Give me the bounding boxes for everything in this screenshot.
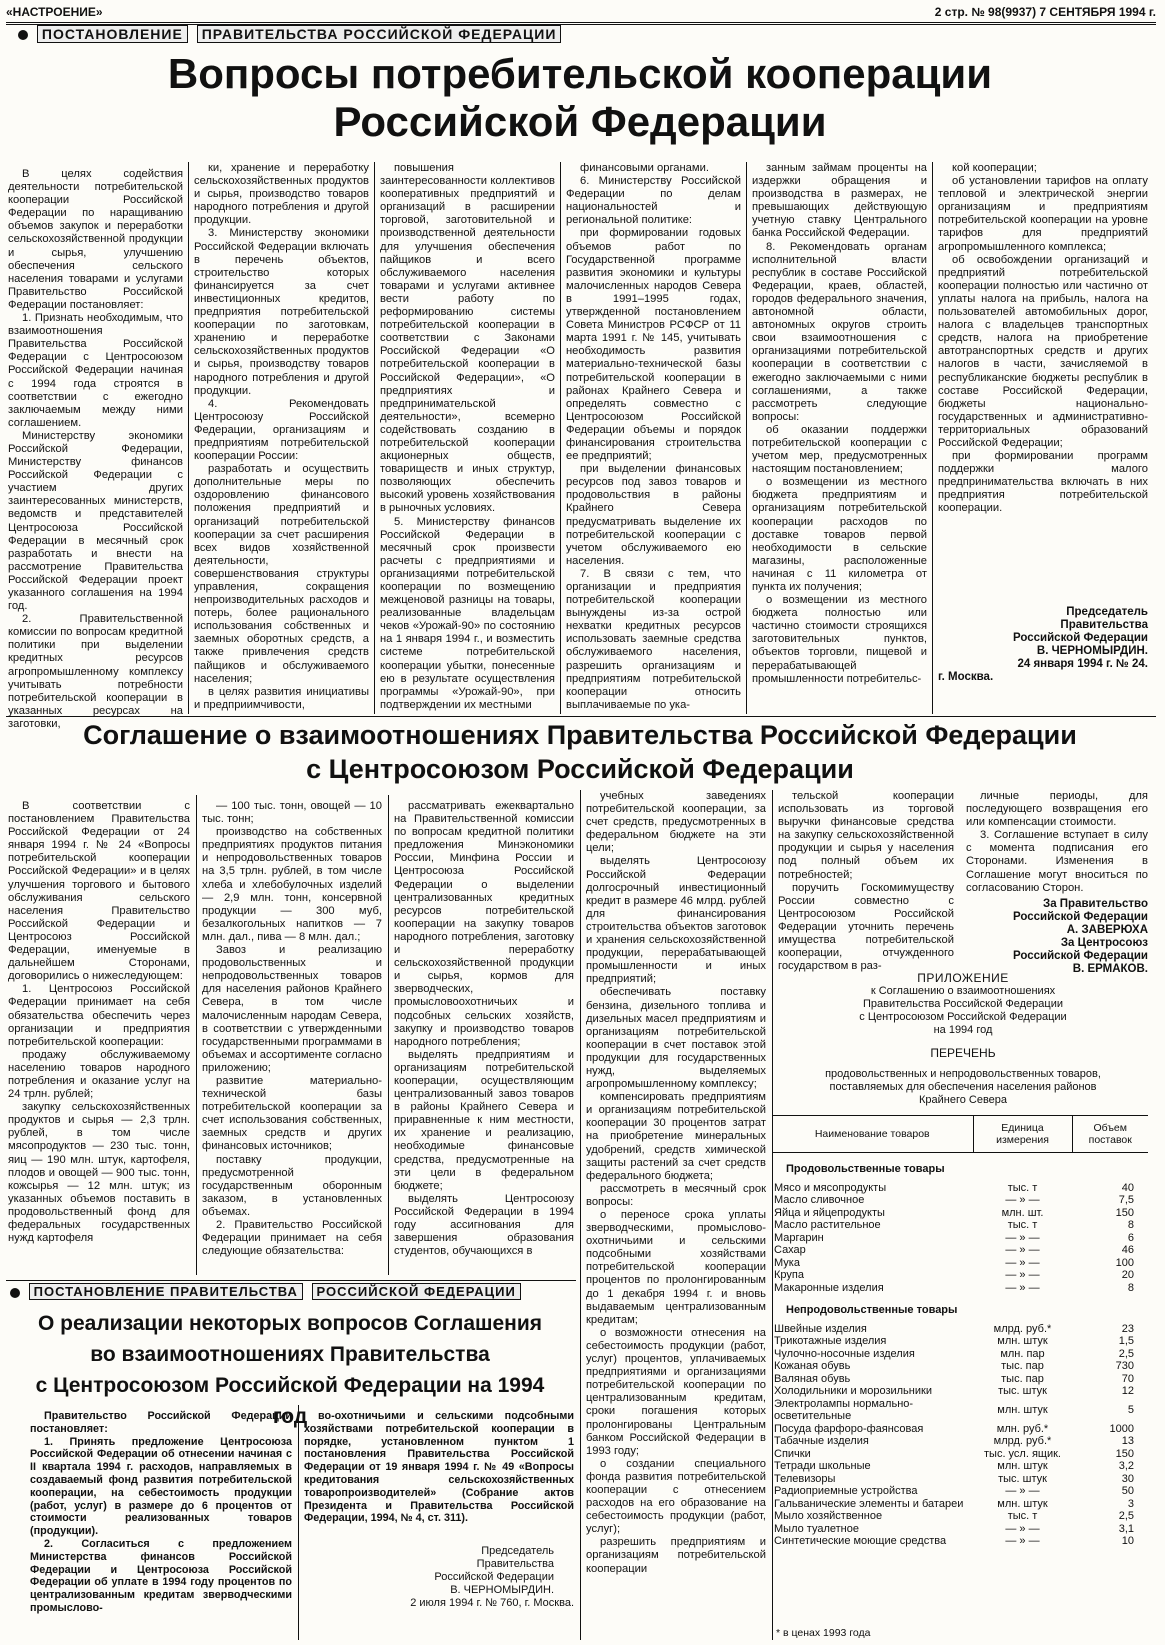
cell-value: 30 — [1121, 1472, 1134, 1485]
section3-signature — [304, 1545, 574, 1610]
table-row — [772, 1510, 1148, 1523]
s2-column-4 — [586, 790, 766, 1640]
cell-value: 50 — [1121, 1485, 1134, 1497]
cell-value: 1,5 — [1118, 1335, 1134, 1347]
cell-name: Масло растительное — [774, 1219, 881, 1231]
table-row — [772, 1398, 1148, 1423]
cell-name: Телевизоры — [774, 1472, 836, 1485]
cell-name: Сахар — [774, 1244, 806, 1256]
table-row — [772, 1257, 1148, 1270]
signature-date: 24 января 1994 г. № 24. — [1017, 658, 1148, 670]
s2-column-2 — [202, 800, 382, 1275]
bullet-icon — [18, 30, 28, 40]
table-group-row — [772, 1153, 1148, 1182]
paragraph: поставку продукции, предусмотренной государственным оборонным заказом, в установленных объемах. — [202, 1153, 382, 1218]
cell-name: Гальванические элементы и батареи — [774, 1497, 964, 1510]
cell-unit: тыс. т — [1007, 1510, 1038, 1522]
cell-value: 7,5 — [1118, 1194, 1134, 1206]
cell-name: Швейные изделия — [774, 1322, 867, 1335]
paragraph: повышения заинтересованности коллективов кооперативных предприятий и организаций в расширении торговой, заготовительной и производственной деятельности для улучшения обеспечения пайщиков и всего обслуживаемого населения товарами и услугами активнее вести работу по реформированию системы потребительской кооперации в соответствии с Законами Российской Федерации «О потребительской кооперации в Российской Федерации», «О предприятиях и предпринимательской деятельности», всемерно содействовать созданию в потребительской кооперации акционерных обществ, товариществ и иных структур, позволяющих обеспечить высокий уровень хозяйствования в рыночных условиях. — [380, 162, 555, 515]
signature-name: В. ЧЕРНОМЫРДИН. — [450, 1584, 554, 1596]
cell-unit: тыс. штук — [998, 1472, 1047, 1485]
cell-unit: тыс. штук — [998, 1385, 1047, 1397]
signature-role: Правительства — [1060, 619, 1148, 631]
cell-value: 13 — [1121, 1435, 1134, 1447]
signature-line: Российской Федерации — [1012, 950, 1148, 962]
cell-name: Синтетические моющие средства — [774, 1535, 947, 1547]
masthead-title: «НАСТРОЕНИЕ» — [6, 5, 103, 19]
column-divider — [196, 795, 197, 1275]
paragraph: 1. Центросоюз Российской Федерации принимает на себя обязательства обеспечить через организации и предприятия потребительской кооперации: — [8, 983, 190, 1048]
decree-label: ПОСТАНОВЛЕНИЕ ПРАВИТЕЛЬСТВА — [29, 1283, 303, 1300]
signature-role: Председатель — [481, 1545, 554, 1557]
paragraph: о возмещении из местного бюджета предприятиям и организациям потребительской кооперации расходов по доставке товаров первой необходимости в сельские магазины, расположенные начиная с 11 километра от пункта их получения; — [752, 476, 927, 593]
table-row — [772, 1348, 1148, 1361]
paragraph: 3. Министерству экономики Российской Федерации включать в перечень объектов, строительство которых финансируется за счет инвестиционных кредитов, предприятия потребительской кооперации по заготовкам, хранению и переработке сельскохозяйственных продуктов и сырья, производству товаров народного потребления и другой продукции. — [194, 227, 369, 397]
signature-name: В. ЕРМАКОВ. — [1072, 963, 1148, 975]
government-label: ПРАВИТЕЛЬСТВА РОССИЙСКОЙ ФЕДЕРАЦИИ — [197, 25, 562, 43]
cell-unit: — » — — [1005, 1522, 1040, 1535]
signature-line: За Центросоюз — [1060, 937, 1148, 949]
section1-title — [60, 50, 1100, 147]
appendix-heading: ПРИЛОЖЕНИЕ — [917, 971, 1009, 985]
cell-name: Тетради школьные — [774, 1460, 871, 1472]
paragraph: о переносе срока уплаты зверводческими, промыслово-охотничьими и сельскими подсобными хозяйствами потребительской кооперации процентов по пролонгированным до 1 декабря 1994 г. и вновь выдаваемым централизованным кредитам; — [586, 1209, 766, 1326]
cell-unit: тыс. пар — [1001, 1372, 1044, 1385]
cell-name: Макаронные изделия — [774, 1281, 884, 1294]
table-row — [772, 1498, 1148, 1511]
s1-column-1 — [8, 168, 183, 730]
paragraph: Завоз и реализацию продовольственных и непродовольственных товаров для населения районов Крайнего Севера, в том числе малочисленным народам Севера, в соответствии с утвержденными государственными программами в объемах и ассортименте согласно приложению; — [202, 944, 382, 1074]
paragraph: производство на собственных предприятиях продуктов питания и непродовольственных товаров на 3,5 трлн. рублей, в том числе хлеба и хлебобулочных изделий — 2,9 млн. тонн, консервной продукции — 300 муб, безалкогольных напитков — 7 млн. дал., пива — 8 млн. дал.; — [202, 826, 382, 943]
table-row — [772, 1373, 1148, 1386]
cell-name: Масло сливочное — [774, 1194, 865, 1206]
table-row — [772, 1448, 1148, 1461]
section2-signature — [960, 898, 1148, 976]
col-header-unit: Единица измерения — [973, 1116, 1072, 1153]
cell-name: Мясо и мясопродукты — [774, 1181, 887, 1194]
cell-name: Радиоприемные устройства — [774, 1485, 918, 1497]
paragraph: об установлении тарифов на оплату тепловой и электрической энергии организациям и предприятиям потребительской кооперации на уровне тарифов для предприятий агропромышленного комплекса; — [938, 175, 1148, 253]
paragraph: тельской кооперации использовать из торговой выручки финансовые средства на закупку сельскохозяйственной продукции и сырья у населения под полный объем их потребностей; — [778, 790, 954, 881]
s1-column-4 — [566, 162, 741, 714]
cell-value: 2,5 — [1118, 1510, 1134, 1522]
issue-info: 2 стр. № 98(9937) 7 СЕНТЯБРЯ 1994 г. — [934, 5, 1156, 19]
cell-name: Мыло туалетное — [774, 1522, 859, 1535]
paragraph: выделять предприятиям и организациям потребительской кооперации, осуществляющим централизованный завоз товаров в районы Крайнего Севера и приравненные к ним местности, их хранение и реализацию, необходимые финансовые средства, предусмотренные на эти цели в федеральном бюджете; — [394, 1048, 574, 1192]
list-description: Крайнего Севера — [918, 1094, 1008, 1106]
signature-role: Российской Федерации — [1012, 632, 1148, 644]
table-row — [772, 1360, 1148, 1373]
cell-name: Чулочно-носочные изделия — [774, 1347, 915, 1360]
column-divider — [188, 162, 189, 714]
paragraph: финансовыми органами. — [580, 162, 709, 174]
table-row — [772, 1282, 1148, 1295]
cell-unit: — » — — [1005, 1256, 1040, 1269]
footnote: * в ценах 1993 года — [776, 1627, 871, 1639]
paragraph: 8. Рекомендовать органам исполнительной власти республик в составе Российской Федерации, краев, областей, городов федерального значения, автономной области, автономных округов строить свои взаимоотношения с организациями потребительской кооперации в соответствии с ежегодно заключаемыми с ними соглашениями, а также рассмотреть следующие вопросы: — [752, 240, 927, 423]
cell-unit: тыс. т — [1007, 1219, 1038, 1231]
section3-title-line3: с Центросоюзом Российской Федерации на 1994 год — [35, 1374, 545, 1428]
table-row — [772, 1207, 1148, 1220]
cell-name: Трикотажные изделия — [774, 1335, 887, 1347]
cell-name: Мыло хозяйственное — [774, 1510, 883, 1522]
cell-unit: тыс. т — [1007, 1181, 1038, 1194]
paragraph: поручить Госкомимуществу России совместно с Центросоюзом Российской Федерации уточнить перечень имущества потребительской кооперации, отчужденного государством в раз- — [778, 881, 954, 973]
group-label: Непродовольственные товары — [786, 1304, 958, 1316]
table-row — [772, 1460, 1148, 1473]
paragraph: 2. Согласиться с предложением Министерства финансов Российской Федерации и Центросоюза Российской Федерации об уплате в 1994 году процентов по централизованным кредитам зверводческими промыслово- — [30, 1537, 292, 1614]
table-row — [772, 1335, 1148, 1348]
cell-value: 1000 — [1109, 1422, 1134, 1435]
paragraph: 3. Соглашение вступает в силу с момента подписания его Сторонами. Изменения в Соглашение могут вноситься по согласованию Сторон. — [966, 829, 1148, 894]
paragraph: 1. Принять предложение Центросоюза Российской Федерации об отнесении начиная с II квартала 1994 г. расходов, направляемых в создаваемый фонд развития потребительской кооперации, на себестоимость продукции (работ, услуг) в размере до 6 процентов от стоимости реализованных товаров (продукции). — [30, 1435, 292, 1538]
s3-column-1 — [30, 1410, 292, 1640]
column-divider — [298, 1405, 299, 1640]
section3-title-line1: О реализации некоторых вопросов Соглашения — [37, 1312, 543, 1335]
section1-signature — [938, 606, 1148, 684]
cell-value: 150 — [1115, 1206, 1134, 1219]
cell-unit: млн. штук — [997, 1335, 1048, 1347]
cell-unit: — » — — [1005, 1231, 1040, 1244]
cell-value: 100 — [1115, 1256, 1134, 1269]
paragraph: развитие материально-технической базы потребительской кооперации за счет использования собственных, заемных средств и других финансовых источников; — [202, 1074, 382, 1153]
cell-name: Крупа — [774, 1269, 804, 1281]
column-divider — [374, 162, 375, 714]
paragraph: 2. Правительственной комиссии по вопросам кредитной политики при выделении кредитных ресурсов агропромышленному комплексу учитывать потребности потребительской кооперации в указанных ресурсах на заготовки, — [8, 613, 183, 730]
cell-value: 6 — [1127, 1231, 1134, 1244]
list-title: ПЕРЕЧЕНЬ — [930, 1046, 996, 1060]
s2-column-1 — [8, 800, 190, 1275]
table-row — [772, 1182, 1148, 1195]
cell-unit: — » — — [1005, 1281, 1040, 1294]
table-row — [772, 1473, 1148, 1486]
s3-column-2 — [304, 1410, 574, 1530]
s2-column-3 — [394, 800, 574, 1275]
table-row — [772, 1523, 1148, 1536]
cell-unit: млн. штук — [997, 1497, 1048, 1510]
paragraph: учебных заведениях потребительской кооперации, за счет средств, предусмотренных в федеральном бюджете на эти цели; — [586, 790, 766, 855]
cell-unit: млрд. руб.* — [993, 1322, 1052, 1335]
paragraph: разработать и осуществить дополнительные меры по оздоровлению финансового положения предприятий и организаций потребительской кооперации за счет расширения всех видов хозяйственной деятельности, совершенствования структуры управления, сокращения непроизводительных расходов и потерь, более рационального использования собственных и заемных оборотных средств, а также привлечения средств пайщиков и обслуживаемого населения; — [194, 463, 369, 685]
signature-role: Председатель — [1066, 606, 1148, 618]
paragraph: обеспечивать поставку бензина, дизельного топлива и дизельных масел предприятиям и организациям потребительской кооперации в счет поставок этой продукции для государственных нужд, выделяемых агропромышленному комплексу; — [586, 986, 766, 1091]
section-divider — [6, 716, 1156, 717]
cell-unit: млн. пар — [1000, 1347, 1045, 1360]
paragraph: об освобождении организаций и предприятий потребительской кооперации полностью или частично от уплаты налога на прибыль, налога на пользователей автомобильных дорог, налога с владельцев транспортных средств, налога на приобретение автотранспортных средств и других налогов в части, зачисляемой в республиканские бюджеты республик в составе Российской Федерации, бюджеты национально-государственных и административно-территориальных образований Российской Федерации; — [938, 253, 1148, 449]
cell-unit: тыс. усл. ящик. — [984, 1447, 1061, 1460]
paragraph: 1. Признать необходимым, что взаимоотношения Правительства Российской Федерации с Центросоюзом Российской Федерации начиная с 1994 года строятся в соответствии с ежегодно заключаемым между ними соглашением. — [8, 312, 183, 429]
signature-name: В. ЧЕРНОМЫРДИН. — [1036, 645, 1148, 657]
table-row — [772, 1485, 1148, 1498]
table-row — [772, 1194, 1148, 1207]
paragraph: В соответствии с постановлением Правительства Российской Федерации от 24 января 1994 г. № 24 «Вопросы потребительской кооперации Российской Федерации» и в целях улучшения торгового и бытового обслуживания сельского населения Правительство Российской Федерации и Центросоюз Российской Федерации, именуемые в дальнейшем Сторонами, договорились о нижеследующем: — [8, 800, 190, 983]
column-divider — [580, 790, 581, 1640]
cell-unit: — » — — [1005, 1269, 1040, 1281]
paragraph: выделять Центросоюзу Российской Федерации долгосрочный инвестиционный кредит в размере 46 млрд. рублей для финансирования строительства объектов заготовок и хранения сельскохозяйственной продукции, перерабатывающей промышленности и иных предприятий; — [586, 855, 766, 986]
appendix-header — [778, 972, 1148, 1107]
cell-name: Мука — [774, 1256, 800, 1269]
table-row — [772, 1435, 1148, 1448]
paragraph: о возможности отнесения на себестоимость продукции (работ, услуг) процентов, уплачиваемых предприятиями и организациями потребительской кооперации по централизованным кредитам, сроки погашения которых пролонгированы Центральным банком Российской Федерации в 1993 году; — [586, 1326, 766, 1457]
cell-unit: млн. штук — [997, 1403, 1048, 1416]
bullet-icon — [10, 1288, 20, 1298]
s1-column-5 — [752, 162, 927, 714]
s1-column-2 — [194, 162, 369, 714]
cell-unit: млрд. руб.* — [993, 1435, 1052, 1447]
column-divider — [932, 162, 933, 714]
paragraph: 2. Правительство Российской Федерации принимает на себя следующие обязательства: — [202, 1219, 382, 1258]
paragraph: личные периоды, для последующего возвращения его или компенсации стоимости. — [966, 790, 1148, 829]
cell-value: 2,5 — [1118, 1347, 1134, 1360]
paragraph: компенсировать предприятиям и организациям потребительской кооперации 30 процентов затрат на приобретение минеральных удобрений, средств химической защиты растений за счет средств федерального бюджета; — [586, 1091, 766, 1182]
cell-unit: — » — — [1005, 1244, 1040, 1256]
table-row — [772, 1269, 1148, 1282]
paragraph: Правительство Российской Федерации постановляет: — [30, 1410, 292, 1435]
paragraph: при формировании программ поддержки малого предпринимательства включать в них предприятия потребительской кооперации. — [938, 450, 1148, 515]
cell-value: 12 — [1121, 1385, 1134, 1397]
cell-value: 46 — [1121, 1244, 1134, 1256]
cell-unit: млн. шт. — [1001, 1206, 1044, 1219]
cell-name: Табачные изделия — [774, 1435, 869, 1447]
list-description: поставляемых для обеспечения населения районов — [829, 1081, 1097, 1093]
cell-value: 150 — [1115, 1447, 1134, 1460]
cell-value: 8 — [1127, 1219, 1134, 1231]
table-header-row — [772, 1116, 1148, 1153]
paragraph: 7. В связи с тем, что организации и предприятия потребительской кооперации вынуждены из-за острой нехватки кредитных ресурсов использовать заемные средства обслуживаемого населения, разрешить организациям и предприятиям потребительской кооперации относить выплачиваемые по ука- — [566, 567, 741, 711]
section2-title-line1: Соглашение о взаимоотношениях Правительства Российской Федерации — [83, 720, 1077, 750]
cell-value: 70 — [1121, 1372, 1134, 1385]
table-row — [772, 1244, 1148, 1257]
section3-label — [10, 1284, 525, 1299]
table-group-row — [772, 1294, 1148, 1323]
paragraph: рассмотреть в месячный срок вопросы: — [586, 1182, 766, 1208]
paragraph: закупку сельскохозяйственных продуктов и сырья — 2,3 трлн. рублей, в том числе мясопродуктов — 230 тыс. тонн, яиц — 190 млн. штук, картофеля, плодов и овощей — 900 тыс. тонн, кожсырья — 12 млн. штук; из указанных объемов поставить в продовольственный фонд для федеральных государственных нужд картофеля — [8, 1101, 190, 1245]
col-header-name: Наименование товаров — [772, 1116, 973, 1153]
paragraph: в целях развития инициативы и предприимчивости, — [194, 685, 369, 711]
goods-table-wrapper — [772, 1115, 1148, 1548]
cell-unit: млн. штук — [997, 1460, 1048, 1472]
cell-unit: млн. руб.* — [996, 1422, 1049, 1435]
paragraph: В целях содействия деятельности потребительской кооперации Российской Федерации по наращиванию объемов закупок и переработки сельскохозяйственной продукции и сырья, улучшению обеспечения сельского населения товарами и услугами Правительство Российской Федерации постановляет: — [8, 168, 183, 311]
appendix-subtitle: с Центросоюзом Российской Федерации — [859, 1011, 1067, 1023]
col-header-volume: Объем поставок — [1072, 1116, 1148, 1153]
paragraph: — 100 тыс. тонн, овощей — 10 тыс. тонн; — [202, 800, 382, 826]
goods-table — [772, 1115, 1148, 1548]
paragraph: занным займам проценты на издержки обращения и производства в размерах, не превышающих действующую учетную ставку Центрального банка Российской Федерации. — [752, 162, 927, 240]
cell-unit: — » — — [1005, 1485, 1040, 1497]
cell-value: 23 — [1121, 1322, 1134, 1335]
appendix-subtitle: к Соглашению о взаимоотношениях — [870, 985, 1056, 997]
cell-value: 8 — [1127, 1281, 1134, 1294]
section2-title — [40, 718, 1120, 786]
paragraph: кой кооперации; — [952, 162, 1037, 174]
section1-label — [18, 26, 565, 42]
table-row — [772, 1232, 1148, 1245]
s1-column-3 — [380, 162, 555, 714]
cell-value: 3,1 — [1118, 1522, 1134, 1535]
masthead-bar — [6, 2, 1156, 25]
cell-unit: — » — — [1005, 1194, 1040, 1206]
signature-role: Правительства — [476, 1558, 554, 1570]
s1-column-6 — [938, 162, 1148, 602]
cell-unit: — » — — [1005, 1535, 1040, 1547]
table-row — [772, 1385, 1148, 1398]
signature-date: 2 июля 1994 г. № 760, г. Москва. — [410, 1597, 574, 1609]
paragraph: выделять Центросоюзу Российской Федерации в 1994 году ассигнования для завершения образования студентов, обучающихся в — [394, 1192, 574, 1258]
s2-column-6 — [966, 790, 1148, 900]
cell-value: 10 — [1121, 1535, 1134, 1547]
cell-value: 20 — [1121, 1269, 1134, 1281]
paragraph: о создании специального фонда развития потребительской кооперации с отнесением расходов на его образование на себестоимость продукции (работ, услуг); — [586, 1457, 766, 1536]
paragraph: при формировании годовых объемов работ по Государственной программе развития экономики и культуры малочисленных народов Севера в 1991–1995 годах, утвержденной постановлением Совета Министров РСФСР от 11 марта 1991 г. № 145, учитывать необходимость развития материально-технической базы потребительской кооперации в районах Крайнего Севера и определять совместно с Центросоюзом Российской Федерации объемы и порядок финансирования строительства ее предприятий; — [566, 227, 741, 463]
paragraph: рассматривать ежеквартально на Правительственной комиссии по вопросам кредитной политики предложения Минэкономики России, Минфина России и Центросоюза Российской Федерации о выделении централизованных кредитных ресурсов потребительской кооперации на закупку товаров народного потребления, заготовку и переработку сельскохозяйственной продукции и сырья, кормов для зверводческих, промысловоохотничьих и подсобных сельских хозяйств, закупку и производство товаров народного потребления; — [394, 800, 574, 1048]
cell-value: 40 — [1121, 1181, 1134, 1194]
cell-name: Валяная обувь — [774, 1372, 851, 1385]
list-description: продовольственных и непродовольственных товаров, — [825, 1068, 1101, 1080]
table-row — [772, 1535, 1148, 1548]
federation-label: РОССИЙСКОЙ ФЕДЕРАЦИИ — [312, 1283, 521, 1300]
s2-column-5 — [778, 790, 954, 973]
paragraph: о возмещении из местного бюджета полностью или частично стоимости строящихся заготовительных пунктов, объектов торговли, пищевой и перерабатывающей промышленности потребительс- — [752, 594, 927, 685]
signature-line: За Правительство — [1043, 898, 1148, 910]
paragraph: 6. Министерству Российской Федерации по делам национальностей и региональной политике: — [566, 175, 741, 227]
appendix-subtitle: на 1994 год — [933, 1024, 993, 1036]
appendix-subtitle: Правительства Российской Федерации — [863, 998, 1063, 1010]
cell-value: 3 — [1127, 1497, 1134, 1510]
section-divider — [6, 1280, 576, 1281]
cell-unit: тыс. пар — [1001, 1360, 1044, 1372]
cell-name: Маргарин — [774, 1231, 824, 1244]
cell-value: 730 — [1115, 1360, 1134, 1372]
cell-name: Спички — [774, 1447, 811, 1460]
cell-name: Холодильники и морозильники — [774, 1385, 932, 1397]
paragraph: разрешить предприятиям и организациям потребительской кооперации — [586, 1536, 766, 1575]
paragraph: во-охотничьими и сельскими подсобными хозяйствами потребительской кооперации в порядке, установленном пунктом 1 постановления Правительства Российской Федерации от 19 января 1994 г. № 49 «Вопросы кредитования сельскохозяйственных товаропроизводителей» (Собрание актов Президента и Правительства Российской Федерации, 1994, № 4, ст. 311). — [304, 1410, 574, 1525]
table-row — [772, 1219, 1148, 1232]
section3-title-line2: во взаимоотношениях Правительства — [90, 1343, 490, 1366]
paragraph: 4. Рекомендовать Центросоюзу Российской Федерации, организациям и предприятиям потребительской кооперации России: — [194, 397, 369, 463]
signature-place: г. Москва. — [938, 671, 994, 683]
cell-name: Яйца и яйцепродукты — [774, 1206, 885, 1219]
section2-title-line2: с Центросоюзом Российской Федерации — [306, 754, 854, 784]
table-row — [772, 1323, 1148, 1336]
cell-name: Кожаная обувь — [774, 1360, 851, 1372]
section1-title-line2: Российской Федерации — [333, 98, 827, 146]
column-divider — [388, 795, 389, 1275]
decree-label: ПОСТАНОВЛЕНИЕ — [37, 25, 188, 43]
cell-name: Электролампы нормально-осветительные — [774, 1397, 914, 1422]
paragraph: при выделении финансовых ресурсов под завоз товаров и продовольствия в районы Крайнего Севера предусматривать выделение их потребительской кооперации с учетом обслуживаемого ею населения. — [566, 463, 741, 567]
paragraph: об оказании поддержки потребительской кооперации с учетом мер, предусмотренных настоящим постановлением; — [752, 423, 927, 476]
column-divider — [746, 162, 747, 714]
section1-title-line1: Вопросы потребительской кооперации — [167, 50, 993, 97]
paragraph: Министерству экономики Российской Федерации, Министерству финансов Российской Федерации с участием других заинтересованных министерств, ведомств и представителей Центросоюза Российской Федерации в месячный срок разработать и внести на рассмотрение Правительства Российской Федерации проект указанного соглашения на 1994 год. — [8, 429, 183, 613]
signature-name: А. ЗАВЕРЮХА — [1066, 924, 1148, 936]
paragraph: 5. Министерству финансов Российской Федерации в месячный срок произвести расчеты с предприятиями и организациями потребительской кооперации по возмещению межценовой разницы на товары, реализованные владельцам чеков «Урожай-90» по состоянию на 1 января 1994 г., и возместить системе потребительской кооперации убытки, понесенные ею в результате осуществления программы «Урожай-90», при подтверждении их местными — [380, 515, 555, 711]
signature-role: Российской Федерации — [434, 1571, 554, 1583]
table-row — [772, 1423, 1148, 1436]
cell-name: Посуда фарфоро-фаянсовая — [774, 1422, 924, 1435]
signature-line: Российской Федерации — [1012, 911, 1148, 923]
paragraph: ки, хранение и переработку сельскохозяйственных продуктов и сырья, производство товаров народного потребления и другой продукции. — [194, 162, 369, 227]
cell-value: 5 — [1127, 1403, 1134, 1416]
cell-value: 3,2 — [1118, 1460, 1134, 1472]
column-divider — [560, 162, 561, 714]
paragraph: продажу обслуживаемому населению товаров народного потребления и оказание услуг на 24 трлн. рублей; — [8, 1048, 190, 1101]
group-label: Продовольственные товары — [786, 1163, 945, 1175]
